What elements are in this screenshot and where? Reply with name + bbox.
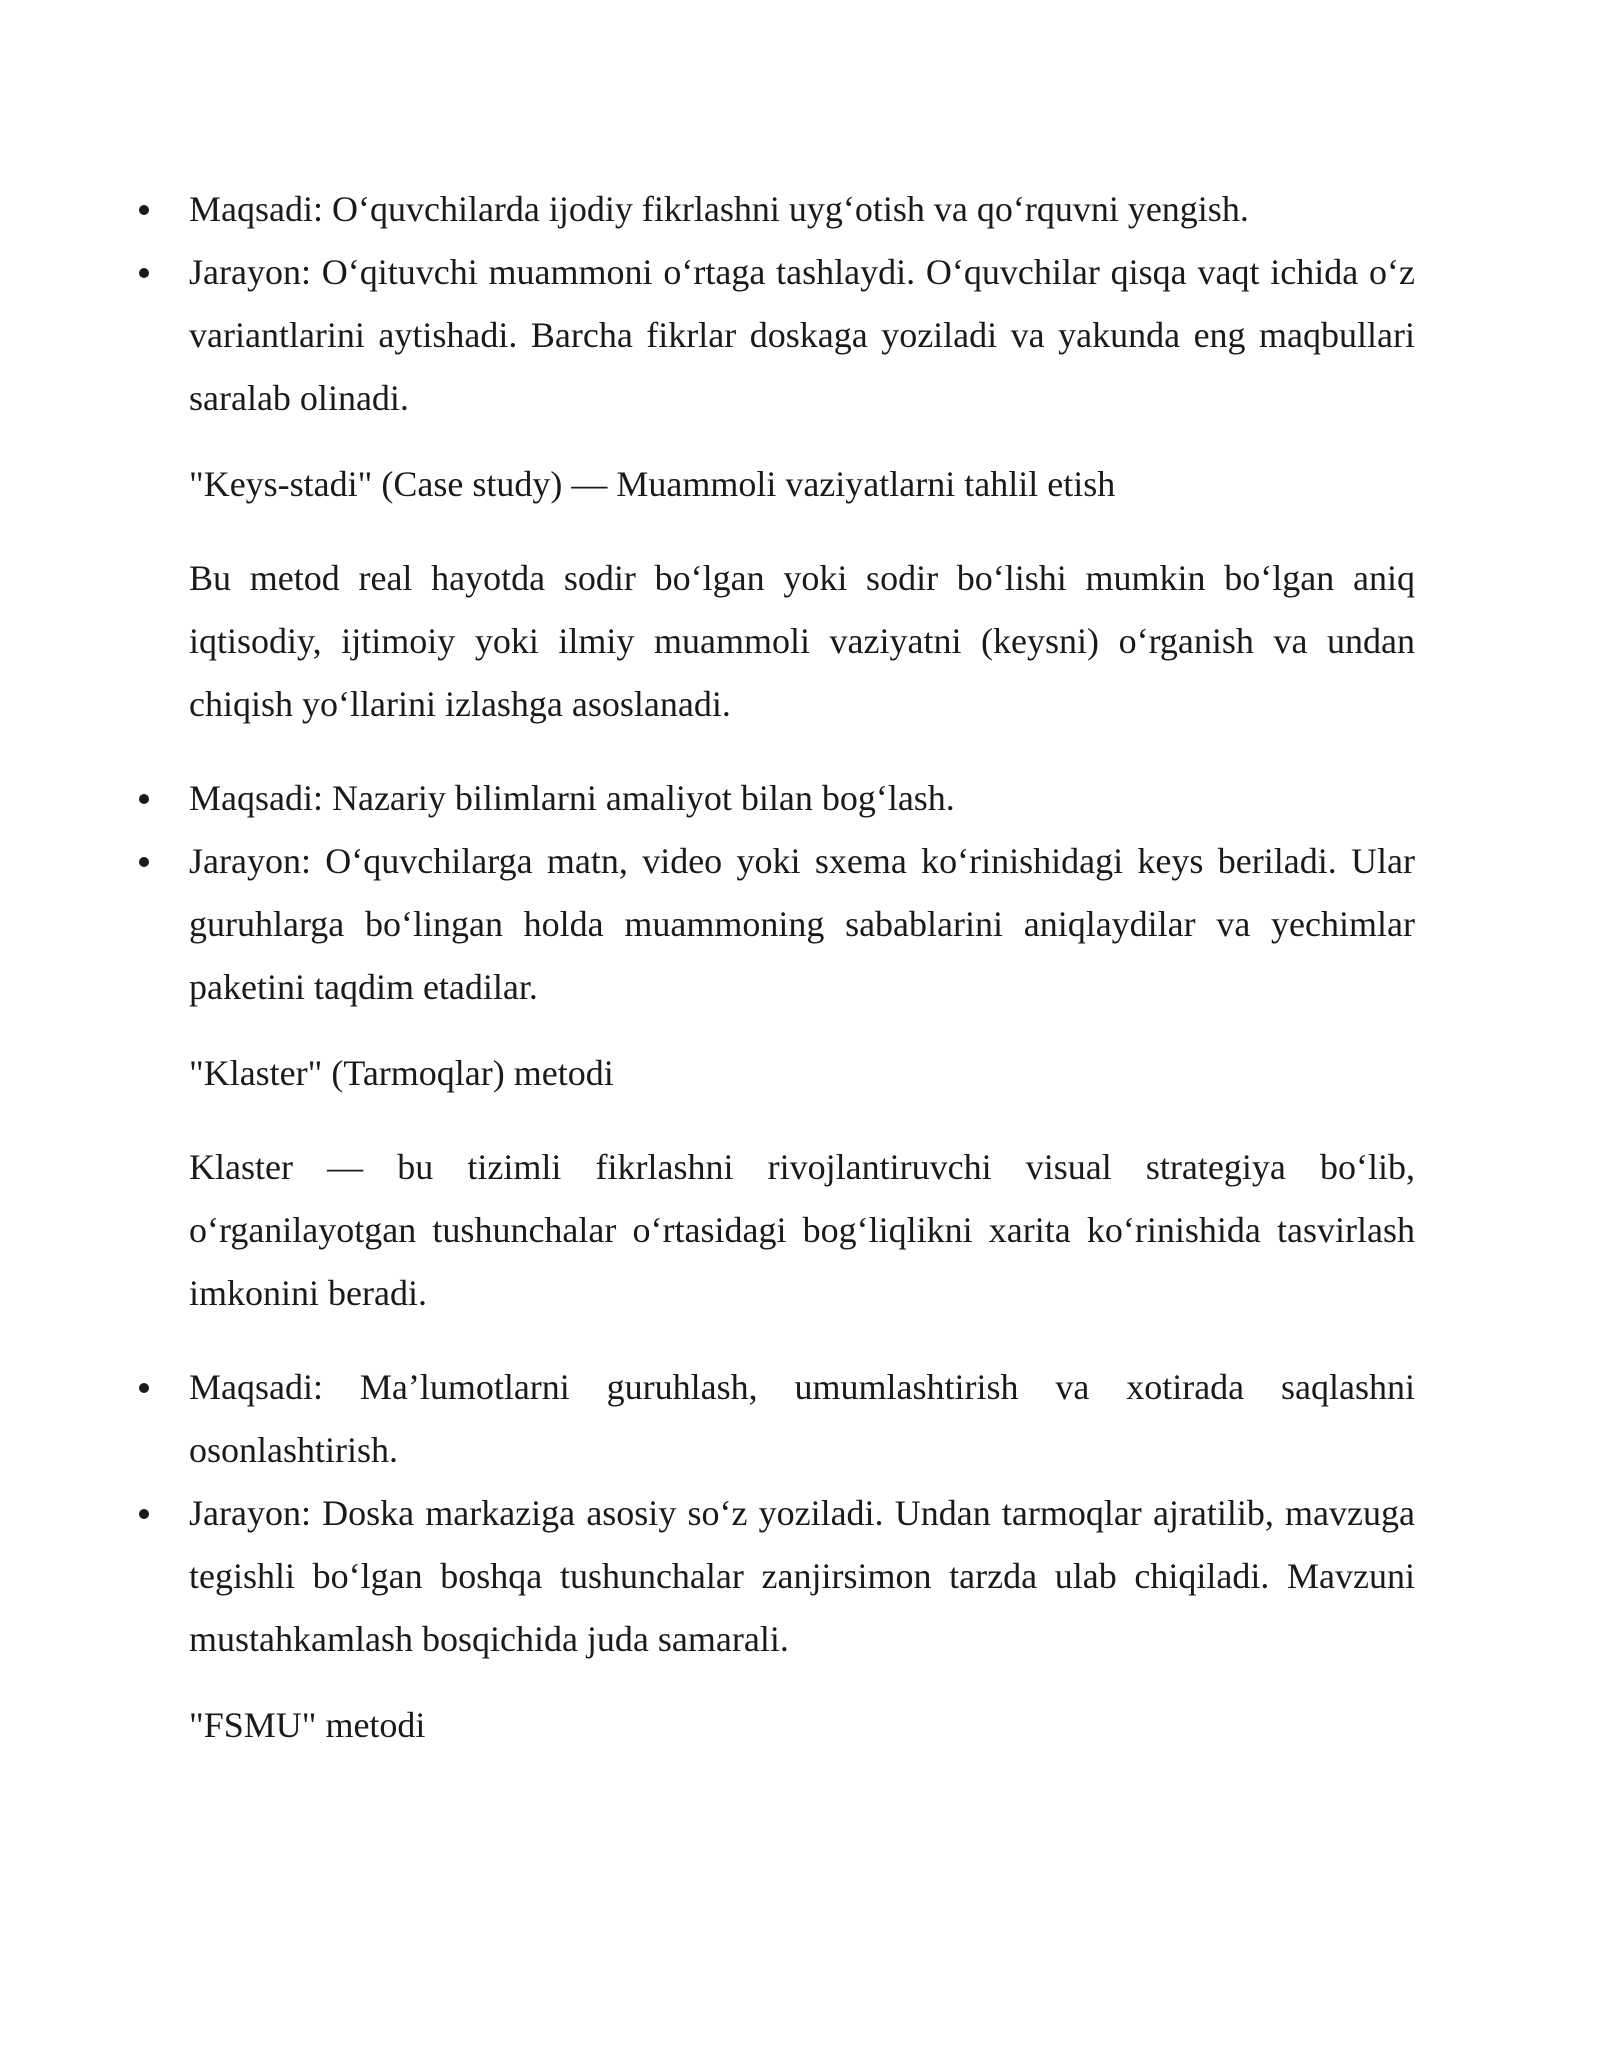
- list-item: [189, 767, 1415, 830]
- klaster-heading: "Klaster" (Tarmoqlar) metodi: [189, 1053, 614, 1093]
- bullet-icon: [139, 268, 149, 278]
- list-item: [189, 1482, 1415, 1671]
- bullet-icon: [139, 1383, 149, 1393]
- list-item: [189, 241, 1415, 430]
- case-study-bullet-list: [189, 767, 1415, 1019]
- maqsadi-text: Maqsadi: O‘quvchilarda ijodiy fikrlashni uyg‘otish va qo‘rquvni yengish.: [189, 189, 1249, 229]
- jarayon-text: Jarayon: O‘quvchilarga matn, video yoki sxema ko‘rinishidagi keys beriladi. Ular guruhlarga bo‘lingan holda muammoning sabablarini aniqlaydilar va yechimlar paketini taqdim etadilar.: [189, 841, 1415, 1007]
- brainstorm-bullet-list: [189, 178, 1415, 430]
- case-study-heading: "Keys-stadi" (Case study) — Muammoli vaziyatlarni tahlil etish: [189, 464, 1116, 504]
- case-study-description: Bu metod real hayotda sodir bo‘lgan yoki sodir bo‘lishi mumkin bo‘lgan aniq iqtisodiy, ijtimoiy yoki ilmiy muammoli vaziyatni (keysni) o‘rganish va undan chiqish yo‘llarini izlashga asoslanadi.: [189, 558, 1415, 724]
- klaster-bullet-list: [189, 1356, 1415, 1671]
- bullet-icon: [139, 794, 149, 804]
- klaster-description: Klaster — bu tizimli fikrlashni rivojlantiruvchi visual strategiya bo‘lib, o‘rganilayotgan tushunchalar o‘rtasidagi bog‘liqlikni xarita ko‘rinishida tasvirlash imkonini beradi.: [189, 1147, 1415, 1313]
- bullet-icon: [139, 857, 149, 867]
- list-item: [189, 178, 1415, 241]
- list-item: [189, 830, 1415, 1019]
- maqsadi-text: Maqsadi: Nazariy bilimlarni amaliyot bilan bog‘lash.: [189, 778, 955, 818]
- jarayon-text: Jarayon: O‘qituvchi muammoni o‘rtaga tashlaydi. O‘quvchilar qisqa vaqt ichida o‘z variantlarini aytishadi. Barcha fikrlar doskaga yoziladi va yakunda eng maqbullari saralab olinadi.: [189, 252, 1415, 418]
- bullet-icon: [139, 205, 149, 215]
- document-body: [189, 178, 1415, 1757]
- maqsadi-text: Maqsadi: Ma’lumotlarni guruhlash, umumlashtirish va xotirada saqlashni osonlashtirish.: [189, 1367, 1415, 1470]
- jarayon-text: Jarayon: Doska markaziga asosiy so‘z yoziladi. Undan tarmoqlar ajratilib, mavzuga tegishli bo‘lgan boshqa tushunchalar zanjirsimon tarzda ulab chiqiladi. Mavzuni mustahkamlash bosqichida juda samarali.: [189, 1493, 1415, 1659]
- fsmu-heading: "FSMU" metodi: [189, 1705, 426, 1745]
- list-item: [189, 1356, 1415, 1482]
- bullet-icon: [139, 1509, 149, 1519]
